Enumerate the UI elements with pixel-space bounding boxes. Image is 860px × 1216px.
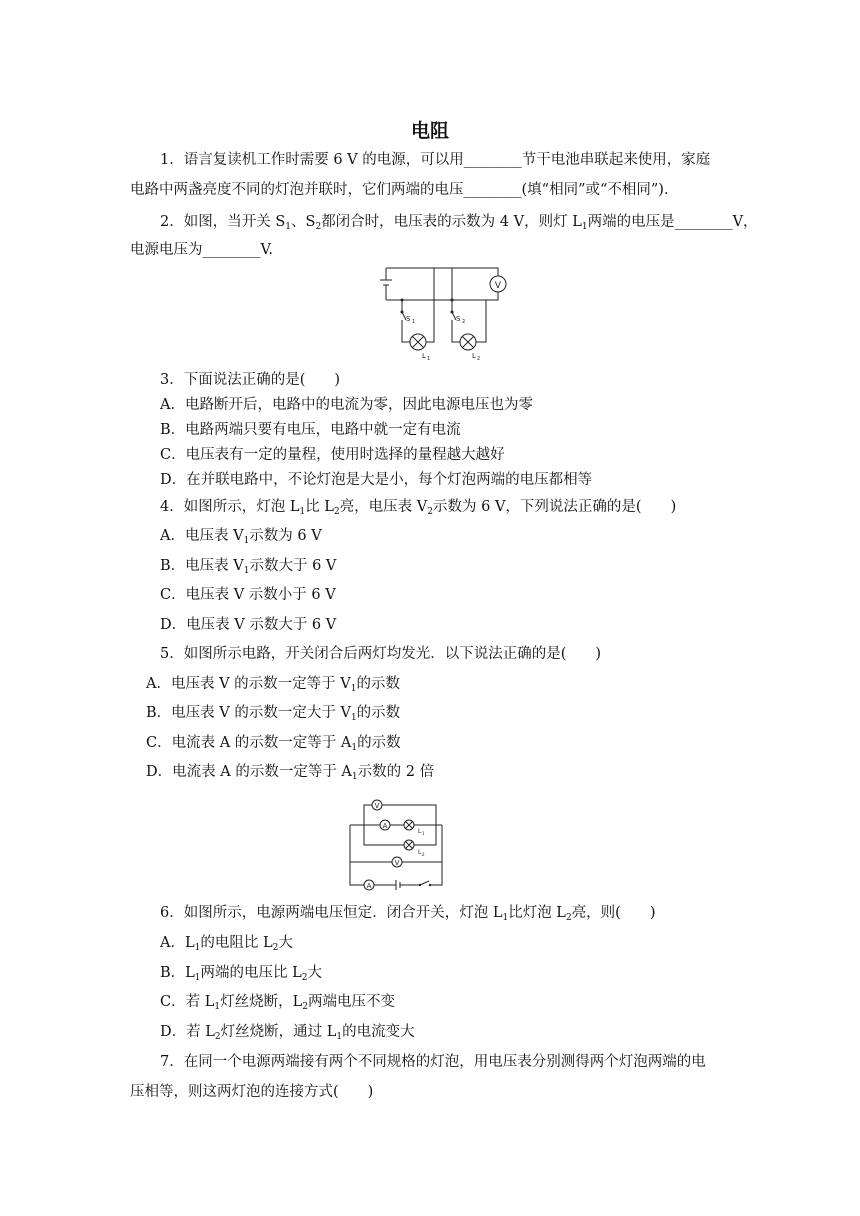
q6-option-d [160, 1022, 780, 1042]
sub: 1 [214, 1002, 221, 1012]
lamp-label: L [418, 849, 422, 856]
sub: 2 [315, 222, 322, 232]
sub: 1 [299, 507, 306, 517]
page-title: 电阻 [410, 120, 449, 142]
q5-text: A．电压表 V 的示数一定等于 V [146, 676, 351, 692]
q3-option-a: A．电路断开后，电路中的电流为零，因此电源电压也为零 [160, 397, 533, 413]
voltmeter-label: V [374, 802, 380, 810]
q6-text: 大 [278, 935, 293, 951]
sub: 1 [194, 973, 201, 983]
q6-text: 两端电压不变 [307, 994, 395, 1010]
sub: 2 [565, 913, 572, 923]
q2-text: 2．如图，当开关 S [160, 214, 286, 230]
q5-option-a [146, 674, 766, 694]
q5-text: C．电流表 A 的示数一定等于 A [146, 735, 352, 751]
q4-text: 4．如图所示，灯泡 L [160, 499, 300, 515]
lamp-label: L [472, 352, 476, 360]
q3-option-d: D．在并联电路中，不论灯泡是大是小，每个灯泡两端的电压都相等 [160, 472, 593, 488]
q6-text: 灯丝烧断，L [220, 994, 303, 1010]
q5-text: 示数的 2 倍 [357, 764, 435, 780]
sub: 1 [427, 356, 431, 362]
q5-text: D．电流表 A 的示数一定等于 A [146, 764, 352, 780]
sub: 2 [427, 507, 434, 517]
q3-option-b: B．电路两端只要有电压，电路中就一定有电流 [160, 422, 461, 438]
q6-text: 的电流变大 [342, 1024, 415, 1040]
q7-line-2: 压相等，则这两灯泡的连接方式( ) [130, 1084, 374, 1100]
voltmeter-label: V [494, 281, 502, 291]
q5-option-d [146, 762, 766, 782]
sub: 1 [351, 743, 358, 753]
q5-option-c [146, 733, 766, 753]
q2-text: 两端的电压是________V， [587, 214, 758, 230]
sub: 1 [422, 831, 425, 836]
q4-option-a [160, 526, 780, 546]
q6-text: B．L [160, 965, 195, 981]
sub: 2 [422, 852, 425, 857]
q6-option-b [160, 963, 780, 983]
q6-option-a [160, 933, 780, 953]
q2-line-2: 电源电压为________V. [130, 242, 274, 258]
q6-text: C．若 L [160, 994, 215, 1010]
q6-text: A．L [160, 935, 195, 951]
q2-line-1 [160, 212, 780, 232]
q4-option-d: D．电压表 V 示数大于 6 V [160, 617, 337, 633]
q1-line-2: 电路中两盏亮度不同的灯泡并联时，它们两端的电压________(填“相同”或“不相同”)． [130, 182, 679, 198]
q4-text: B．电压表 V [160, 558, 244, 574]
q1-line-1: 1．语言复读机工作时需要 6 V 的电源，可以用________节干电池串联起来使用，家庭 [160, 152, 711, 168]
q3-stem: 3．下面说法正确的是( ) [160, 372, 341, 388]
q6-text: 亮，则( ) [571, 905, 656, 921]
sub: 2 [301, 973, 308, 983]
q6-stem [160, 903, 780, 923]
voltmeter-label: V [394, 859, 400, 867]
q2-text: 、S [291, 214, 316, 230]
lamp-label: L [418, 828, 422, 835]
q6-text: 比灯泡 L [508, 905, 566, 921]
sub: 2 [302, 1002, 308, 1012]
sub: 1 [412, 319, 416, 325]
q5-text: 的示数 [356, 705, 401, 721]
q6-text: 大 [307, 965, 323, 981]
q4-text: A．电压表 V [160, 528, 244, 544]
q4-text: 示数为 6 V，下列说法正确的是( ) [433, 499, 677, 515]
q6-text: 两端的电压比 L [200, 965, 302, 981]
sub: 1 [350, 684, 357, 694]
q5-stem: 5．如图所示电路，开关闭合后两灯均发光．以下说法正确的是( ) [160, 646, 602, 662]
sub: 1 [351, 772, 358, 782]
q4-text: 亮，电压表 V [339, 499, 428, 515]
q4-stem [160, 497, 780, 517]
sub: 1 [581, 222, 588, 232]
sub: 2 [333, 507, 340, 517]
circuit-figure-1 [378, 262, 510, 362]
sub: 1 [350, 713, 357, 723]
q6-option-c [160, 992, 780, 1012]
q3-option-c: C．电压表有一定的量程，使用时选择的量程越大越好 [160, 447, 505, 463]
q5-text: 的示数 [357, 735, 401, 751]
ammeter-label: A [382, 822, 388, 830]
q4-option-b [160, 556, 780, 576]
sub: 1 [243, 566, 250, 576]
q6-text: 灯丝烧断，通过 L [220, 1024, 337, 1040]
sub: 1 [285, 222, 292, 232]
sub: 2 [272, 943, 279, 953]
lamp-label: L [422, 352, 426, 360]
q2-text: 都闭合时，电压表的示数为 4 V，则灯 L [321, 214, 582, 230]
q5-text: B．电压表 V 的示数一定大于 V [146, 705, 351, 721]
switch-label: S [406, 315, 411, 323]
sub: 2 [214, 1032, 221, 1042]
q7-line-1: 7．在同一个电源两端接有两个不同规格的灯泡，用电压表分别测得两个灯泡两端的电 [160, 1054, 706, 1070]
q6-text: 的电阻比 L [200, 935, 273, 951]
ammeter-label: A [366, 882, 372, 890]
sub: 2 [462, 319, 466, 325]
sub: 2 [477, 356, 481, 362]
sub: 1 [243, 536, 250, 546]
q6-text: D．若 L [160, 1024, 215, 1040]
sub: 1 [336, 1032, 343, 1042]
q4-text: 示数大于 6 V [249, 558, 337, 574]
q6-text: 6．如图所示，电源两端电压恒定．闭合开关，灯泡 L [160, 905, 503, 921]
switch-label: S [456, 315, 461, 323]
q5-text: 的示数 [356, 676, 400, 692]
sub: 1 [502, 913, 509, 923]
q5-option-b [146, 703, 766, 723]
q4-text: 示数为 6 V [249, 528, 322, 544]
circuit-figure-2 [346, 798, 446, 894]
q4-option-c: C．电压表 V 示数小于 6 V [160, 587, 336, 603]
q4-text: 比 L [305, 499, 334, 515]
sub: 1 [194, 943, 201, 953]
